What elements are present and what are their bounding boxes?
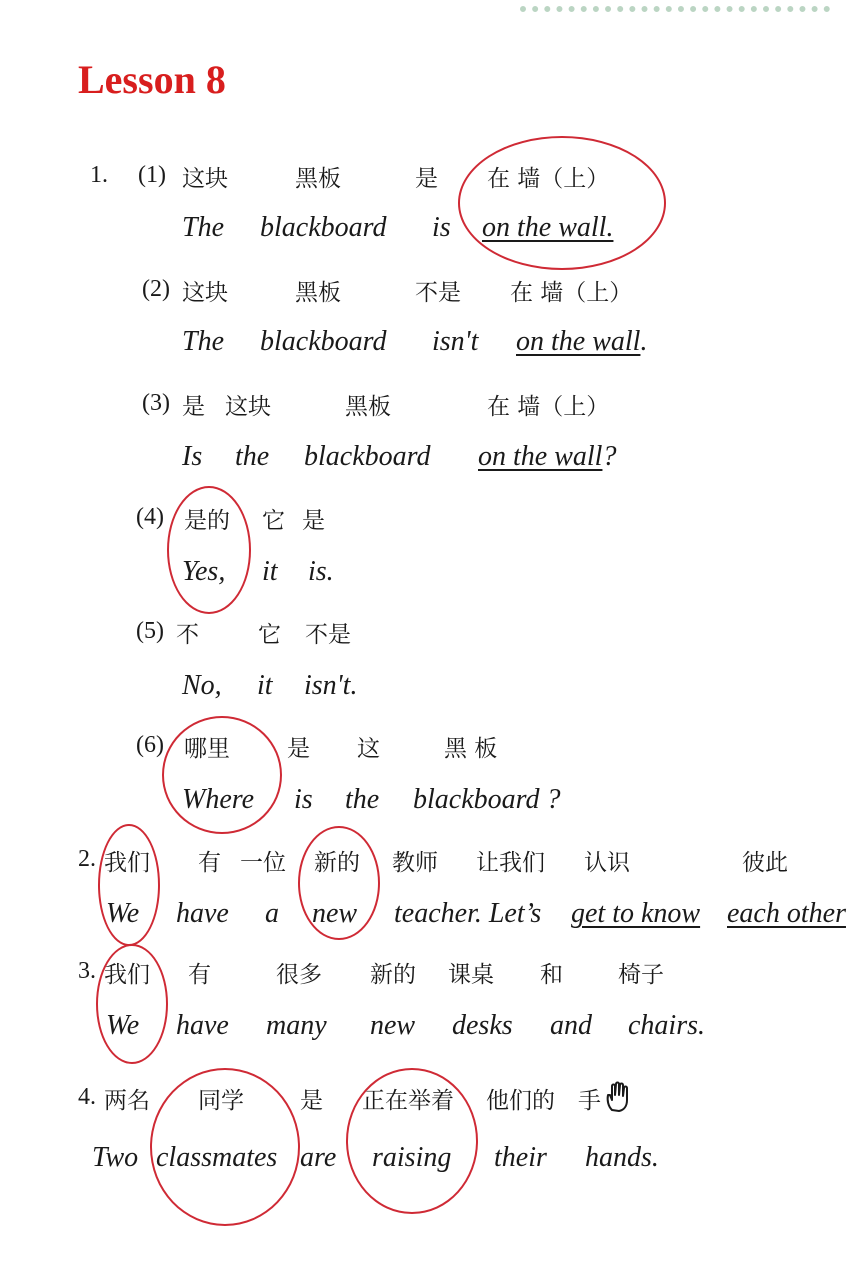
en-word: The <box>182 212 224 243</box>
en-word: blackboard <box>260 212 387 243</box>
zh-word: 正在举着 <box>362 1088 454 1114</box>
en-underlined-phrase: on the wall <box>478 441 603 472</box>
zh-word: 教师 <box>392 850 438 876</box>
en-word: blackboard <box>260 326 387 357</box>
en-word: many <box>266 1010 327 1041</box>
zh-word: 不 <box>176 622 199 648</box>
en-word: We <box>106 898 140 929</box>
zh-word: 新的 <box>370 962 416 988</box>
zh-word: 这块 <box>225 394 271 420</box>
sentence-number: (2) <box>142 276 170 302</box>
en-word: new <box>370 1010 416 1041</box>
zh-word: 同学 <box>198 1088 244 1114</box>
punctuation: ? <box>602 441 617 472</box>
en-word: The <box>182 326 224 357</box>
zh-word: 彼此 <box>742 850 788 876</box>
en-word: the <box>345 784 380 815</box>
zh-word: 有 <box>198 850 221 876</box>
sentence-number: (5) <box>136 618 164 644</box>
handwritten-circle <box>346 1068 478 1214</box>
zh-word: 在 墙（上） <box>487 166 610 192</box>
en-word: their <box>494 1142 547 1173</box>
zh-word: 在 墙（上） <box>510 280 633 306</box>
zh-word: 是 <box>302 508 325 534</box>
handwritten-circle <box>96 944 168 1064</box>
handwritten-circle <box>458 136 666 270</box>
zh-word: 我们 <box>104 850 150 876</box>
zh-word: 哪里 <box>184 736 230 762</box>
zh-word: 两名 <box>104 1088 150 1114</box>
handwritten-circle <box>167 486 251 614</box>
zh-word: 这块 <box>182 166 228 192</box>
zh-word: 黑板 <box>345 394 391 420</box>
handwritten-circle <box>162 716 282 834</box>
exercise-number: 4. <box>78 1084 96 1110</box>
zh-word: 不是 <box>305 622 351 648</box>
zh-word: 它 <box>258 622 281 648</box>
en-word: desks <box>452 1010 513 1041</box>
en-word: isn't. <box>304 670 358 701</box>
top-edge-marking <box>520 0 830 12</box>
zh-word: 一位 <box>240 850 286 876</box>
handwritten-circle <box>98 824 160 946</box>
en-word: it <box>257 670 273 701</box>
en-word: Yes, <box>182 556 226 587</box>
en-underlined-phrase: on the wall. <box>482 212 614 243</box>
zh-word: 是 <box>287 736 310 762</box>
sentence-number: (1) <box>138 162 166 188</box>
zh-word: 是 <box>415 166 438 192</box>
en-word: Is <box>182 441 203 472</box>
exercise-number: 3. <box>78 958 96 984</box>
zh-word: 是 <box>182 394 205 420</box>
handwritten-circle <box>298 826 380 940</box>
zh-word: 和 <box>540 962 563 988</box>
en-word: isn't <box>432 326 479 357</box>
en-word: blackboard ? <box>413 784 561 815</box>
zh-word: 让我们 <box>476 850 545 876</box>
en-word: Two <box>92 1142 139 1173</box>
zh-word: 我们 <box>104 962 150 988</box>
zh-word: 黑 板 <box>444 736 498 762</box>
en-phrase <box>478 441 616 473</box>
zh-word: 它 <box>262 508 285 534</box>
handwritten-circle <box>150 1068 300 1226</box>
en-word: teacher. Let’s <box>394 898 542 929</box>
en-word: hands. <box>585 1142 659 1173</box>
zh-word: 课桌 <box>448 962 494 988</box>
en-word: We <box>106 1010 140 1041</box>
en-word: the <box>235 441 270 472</box>
sentence-number: (6) <box>136 732 164 758</box>
en-word: Where <box>182 784 255 815</box>
zh-word: 这块 <box>182 280 228 306</box>
sentence-number: (4) <box>136 504 164 530</box>
en-word: is. <box>308 556 334 587</box>
en-word: are <box>300 1142 337 1173</box>
punctuation: . <box>640 326 648 357</box>
zh-word: 不是 <box>415 280 461 306</box>
en-phrase <box>516 326 647 358</box>
en-underlined-phrase: on the wall <box>516 326 641 357</box>
en-word: No, <box>182 670 222 701</box>
zh-word: 新的 <box>314 850 360 876</box>
zh-word: 手 <box>578 1088 601 1114</box>
zh-word: 黑板 <box>295 280 341 306</box>
en-word: raising <box>372 1142 452 1173</box>
zh-word: 很多 <box>276 962 322 988</box>
en-word: and <box>550 1010 592 1041</box>
exercise-number: 2. <box>78 846 96 872</box>
zh-word: 是 <box>300 1088 323 1114</box>
zh-word: 这 <box>357 736 380 762</box>
en-word: have <box>176 1010 229 1041</box>
en-word: new <box>312 898 358 929</box>
zh-word: 黑板 <box>295 166 341 192</box>
sentence-number: (3) <box>142 390 170 416</box>
zh-word: 在 墙（上） <box>487 394 610 420</box>
exercise-number: 1. <box>90 162 108 188</box>
en-underlined-phrase: each other <box>727 898 846 929</box>
en-word: chairs. <box>628 1010 705 1041</box>
en-word: blackboard <box>304 441 431 472</box>
zh-word: 椅子 <box>618 962 664 988</box>
lesson-title: Lesson 8 <box>78 57 226 102</box>
zh-word: 认识 <box>584 850 630 876</box>
en-word: is <box>294 784 313 815</box>
en-word: is <box>432 212 451 243</box>
en-word: have <box>176 898 229 929</box>
zh-word: 他们的 <box>486 1088 555 1114</box>
en-underlined-phrase: get to know <box>571 898 701 929</box>
en-word: it <box>262 556 278 587</box>
raised-hand-icon <box>604 1080 634 1114</box>
en-word: classmates <box>156 1142 278 1173</box>
zh-word: 有 <box>188 962 211 988</box>
zh-word: 是的 <box>184 508 230 534</box>
clipped-phrase <box>726 890 855 940</box>
en-word: a <box>265 898 279 929</box>
